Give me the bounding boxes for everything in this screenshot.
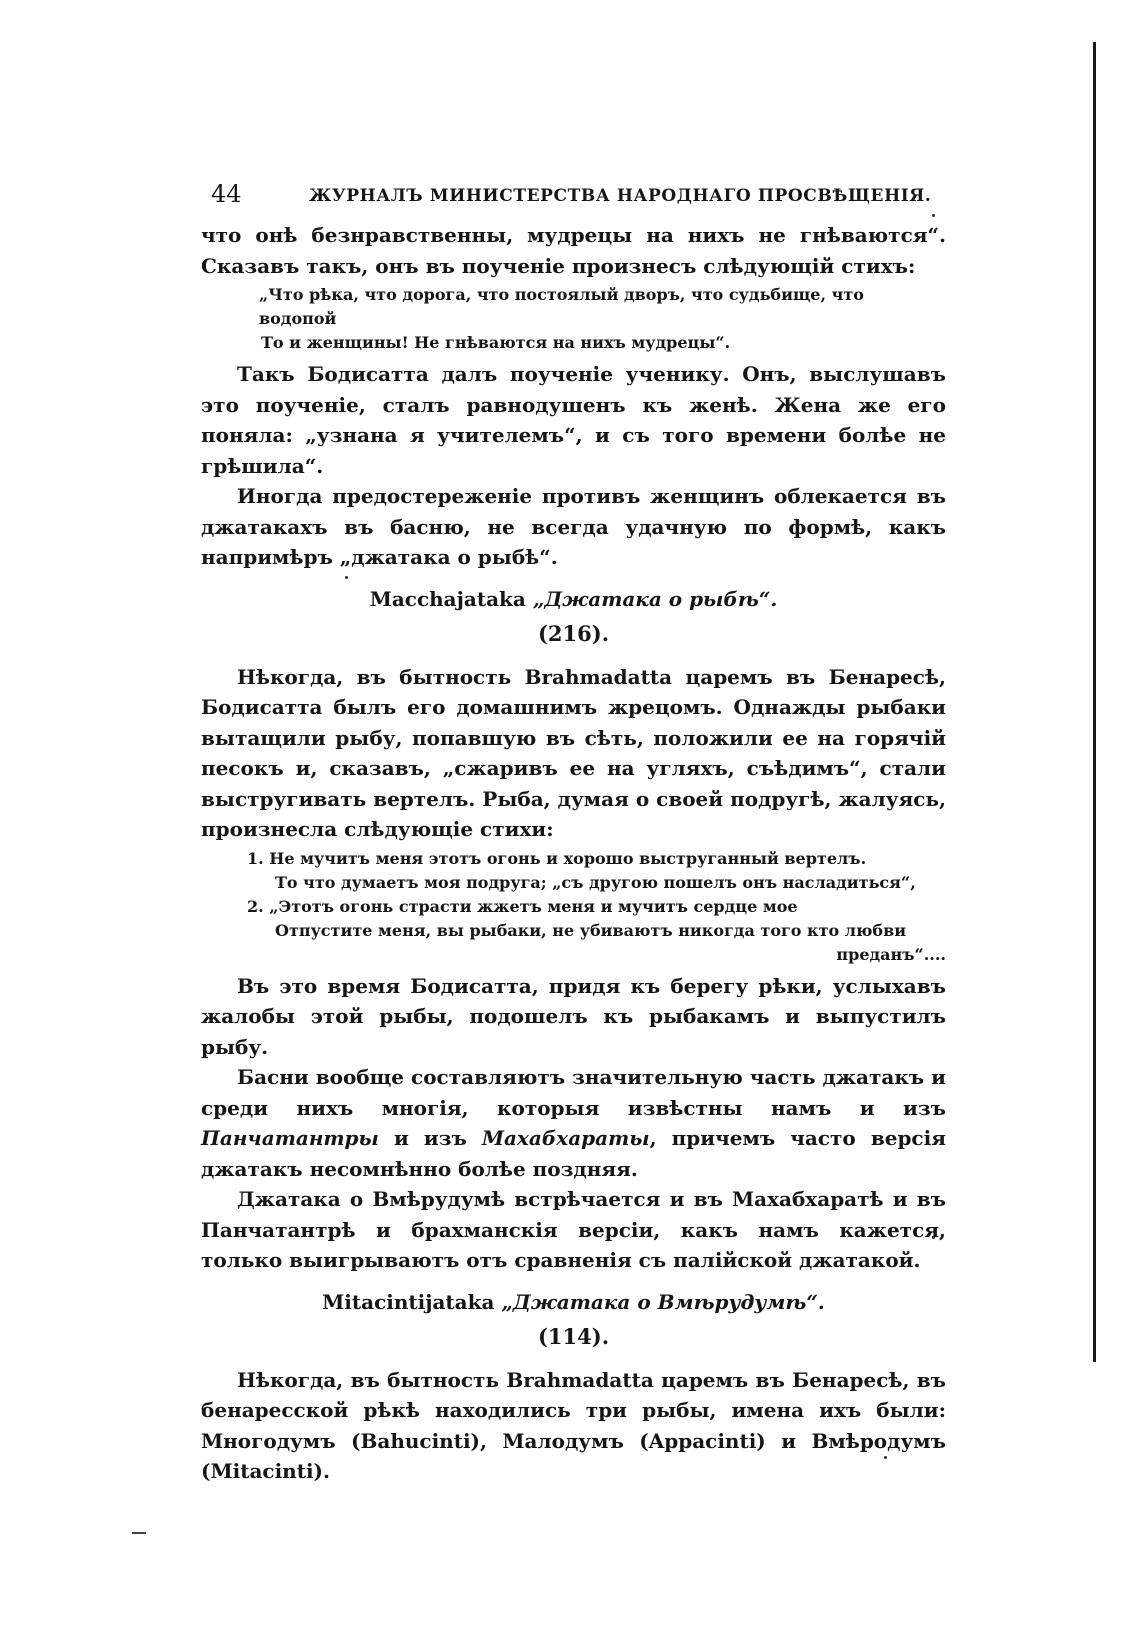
story1-verse	[247, 847, 946, 967]
intro-paragraph-2: Такъ Бодисатта далъ поученіе ученику. Онъ, выслушавъ это поученіе, сталъ равнодушенъ къ женѣ. Жена же его поняла: „узнана я учителемъ“, и съ того времени болѣе не грѣшила“.	[201, 362, 946, 478]
story1-paragraph-1: Нѣкогда, въ бытность Brahmadatta царемъ въ Бенаресѣ, Бодисатта былъ его домашнимъ жрецомъ. Однажды рыбаки вытащили рыбу, попавшую въ сѣть, положили ее на горячій песокъ и, сказавъ, „сжаривъ ее на угляхъ, съѣдимъ“, стали выстругивать вертелъ. Рыба, думая о своей подругѣ, жалуясь, произнесла слѣдующіе стихи:	[201, 664, 946, 841]
title-panchatantra: Панчатантры	[201, 1126, 379, 1150]
story1-paragraph-3	[201, 1062, 946, 1184]
verse-line: То и женщины! Не гнѣваются на нихъ мудрецы“.	[261, 333, 731, 352]
intro-verse	[259, 283, 946, 355]
verse-line: То что думаетъ моя подруга; „съ другою пошелъ онъ насладиться“,	[275, 872, 916, 892]
page-header	[201, 180, 946, 220]
intro-paragraph-3: Иногда предостереженіе противъ женщинъ облекается въ джатакахъ въ басню, не всегда удачную по формѣ, какъ напримѣръ „джатака о рыбѣ“.	[201, 484, 946, 569]
story1-number: (216).	[537, 620, 610, 646]
page-edge-line	[1093, 42, 1096, 1362]
story2-heading	[201, 1290, 946, 1314]
intro-paragraph-1: что онѣ безнравственны, мудрецы на нихъ не гнѣваются“. Сказавъ такъ, онъ въ поученіе произнесъ слѣдующій стихъ:	[201, 223, 946, 278]
running-title: ЖУРНАЛЪ МИНИСТЕРСТВА НАРОДНАГО ПРОСВѢЩЕНІЯ.	[309, 186, 932, 206]
verse-line: 2. „Этотъ огонь страсти жжетъ меня и мучитъ сердце мое	[247, 896, 798, 916]
story1-heading	[201, 587, 946, 611]
story2-number: (114).	[537, 1323, 610, 1349]
verse-line: преданъ“....	[836, 944, 946, 964]
title-mahabharata: Махабхараты	[481, 1126, 650, 1150]
text-run: , причемъ часто версія джатакъ несомнѣнно болѣе поздняя.	[201, 1126, 946, 1181]
text-run: и изъ	[378, 1126, 482, 1150]
scan-dash	[132, 1532, 146, 1534]
story2-title-latin: Mitacintijataka	[322, 1289, 495, 1314]
story2-paragraph-1: Нѣкогда, въ бытность Brahmadatta царемъ въ Бенаресѣ, въ бенаресской рѣкѣ находились три рыбы, имена ихъ были: Многодумъ (Bahucinti), Малодумъ (Appacinti) и Вмѣродумъ (Mitacinti).	[201, 1367, 946, 1483]
story1-paragraph-4: Джатака о Вмѣрудумѣ встрѣчается и въ Махабхаратѣ и въ Панчатантрѣ и брахманскія версіи, какъ намъ кажется, только выигрываютъ отъ сравненія съ палійской джатакой.	[201, 1187, 946, 1272]
story1-title-ru: „Джатака о рыбѣ“.	[532, 586, 778, 611]
story1-title-latin: Macchajataka	[369, 586, 526, 611]
text-run: Басни вообще составляютъ значительную часть джатакъ и среди нихъ многія, которыя извѣстны намъ и изъ	[201, 1065, 946, 1120]
verse-line: Отпустите меня, вы рыбаки, не убиваютъ никогда того кто любви	[275, 920, 907, 940]
verse-line: 1. Не мучитъ меня этотъ огонь и хорошо выструганный вертелъ.	[247, 848, 867, 868]
story1-paragraph-2: Въ это время Бодисатта, придя къ берегу рѣки, услыхавъ жалобы этой рыбы, подошелъ къ рыбакамъ и выпустилъ рыбу.	[201, 973, 946, 1059]
page-number: 44	[211, 180, 242, 208]
story2-title-ru: „Джатака о Вмѣрудумѣ“.	[501, 1289, 825, 1314]
page-body	[201, 180, 946, 1487]
verse-line: „Что рѣка, что дорога, что постоялый дворъ, что судьбище, что водопой	[259, 285, 864, 328]
